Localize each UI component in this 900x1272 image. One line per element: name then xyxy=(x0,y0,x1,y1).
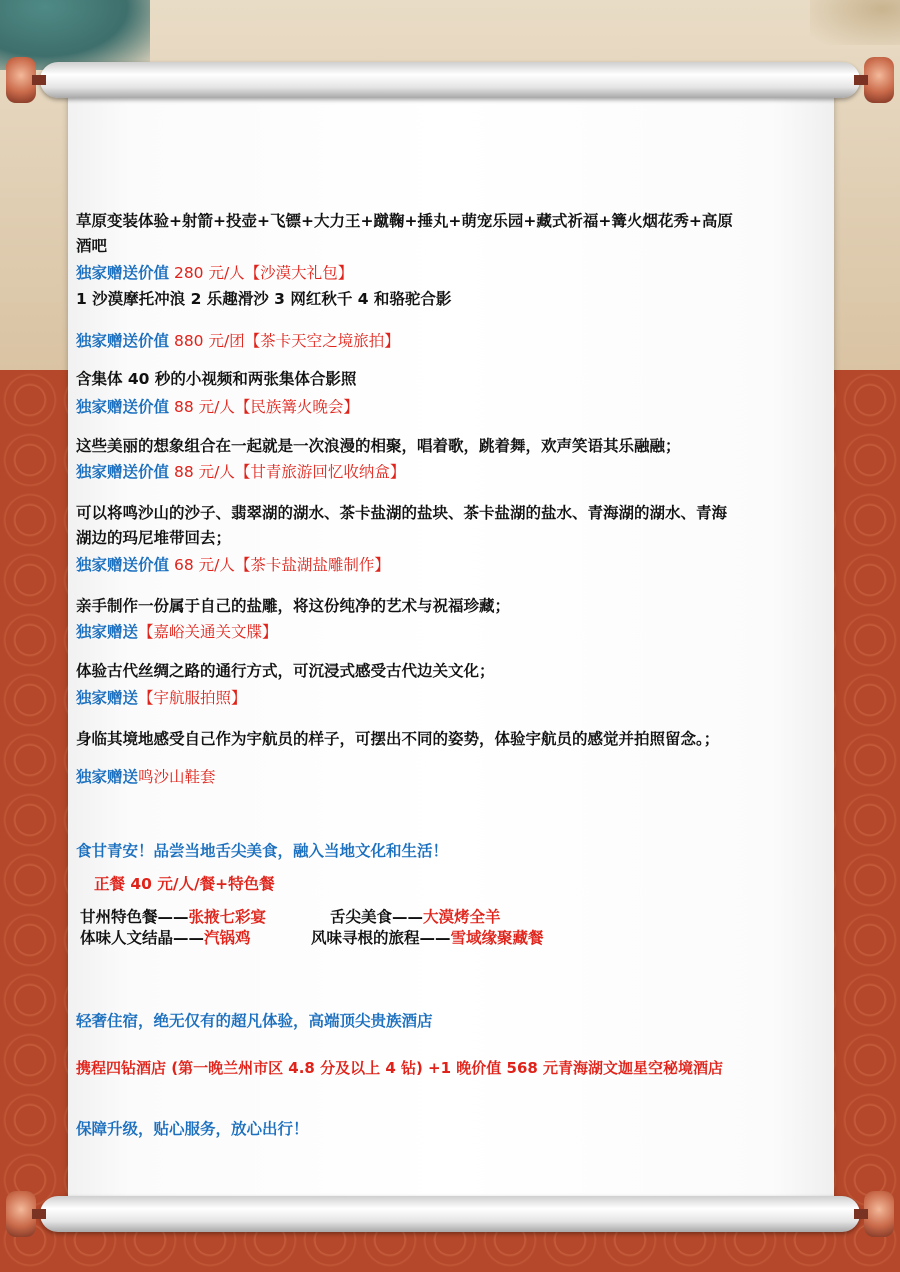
gift-value: 88 元/人【甘青旅游回忆收纳盒】 xyxy=(173,463,406,481)
gift-label: 独家赠送价值 xyxy=(76,332,170,350)
dish-value: 张掖七彩宴 xyxy=(188,908,267,926)
food-row-1-b xyxy=(330,906,501,929)
food-row-2-b xyxy=(311,927,544,950)
gift-label: 独家赠送 xyxy=(76,623,139,641)
dish-label: 舌尖美食—— xyxy=(330,908,424,926)
scroll-rod-top xyxy=(40,62,860,98)
gift-1-desc: 1 沙漠摩托冲浪 2 乐趣滑沙 3 网红秋千 4 和骆驼合影 xyxy=(76,290,452,308)
gift-2-desc: 含集体 40 秒的小视频和两张集体合影照 xyxy=(76,370,357,388)
hotel-detail: 携程四钻酒店 (第一晚兰州市区 4.8 分及以上 4 钻) +1 晚价值 568 元青海湖文迦星空秘境酒店 xyxy=(76,1059,724,1077)
scroll-paper xyxy=(68,92,834,1202)
gift-5-desc: 亲手制作一份属于自己的盐雕，将这份纯净的艺术与祝福珍藏； xyxy=(76,597,511,615)
service-heading: 保障升级，贴心服务，放心出行！ xyxy=(76,1120,309,1138)
food-heading: 食甘青安！品尝当地舌尖美食，融入当地文化和生活！ xyxy=(76,842,449,860)
gift-label: 独家赠送 xyxy=(76,689,139,707)
gift-7 xyxy=(76,687,247,710)
hotel-heading: 轻奢住宿，绝无仅有的超凡体验，高端顶尖贵族酒店 xyxy=(76,1012,433,1030)
activities-line-1: 草原变装体验+射箭+投壶+飞镖+大力王+蹴鞠+捶丸+萌宠乐园+藏式祈福+篝火烟花秀+高原 xyxy=(76,212,733,230)
gift-7-desc: 身临其境地感受自己作为宇航员的样子，可摆出不同的姿势，体验宇航员的感觉并拍照留念。； xyxy=(76,730,720,748)
gift-label: 独家赠送价值 xyxy=(76,463,170,481)
gift-4-desc-1: 可以将鸣沙山的沙子、翡翠湖的湖水、茶卡盐湖的盐块、茶卡盐湖的盐水、青海湖的湖水、青海 xyxy=(76,504,728,522)
meal-standard: 正餐 40 元/人/餐+特色餐 xyxy=(94,875,275,893)
gift-label: 独家赠送 xyxy=(76,768,139,786)
gift-value: 鸣沙山鞋套 xyxy=(138,768,216,786)
dish-value: 汽锅鸡 xyxy=(204,929,251,947)
gift-8 xyxy=(76,766,216,789)
gift-value: 【宇航服拍照】 xyxy=(138,689,247,707)
gift-label: 独家赠送价值 xyxy=(76,398,170,416)
dish-label: 甘州特色餐—— xyxy=(80,908,189,926)
gift-value: 280 元/人【沙漠大礼包】 xyxy=(173,264,354,282)
scroll-finial-icon xyxy=(6,57,36,103)
gift-3 xyxy=(76,396,359,419)
activities-line-2: 酒吧 xyxy=(76,237,108,255)
gift-value: 【嘉峪关通关文牒】 xyxy=(138,623,278,641)
gift-value: 88 元/人【民族篝火晚会】 xyxy=(173,398,359,416)
gift-2 xyxy=(76,330,400,353)
gift-3-desc: 这些美丽的想象组合在一起就是一次浪漫的相聚，唱着歌，跳着舞，欢声笑语其乐融融； xyxy=(76,437,681,455)
gift-4 xyxy=(76,461,405,484)
gift-4-desc-2: 湖边的玛尼堆带回去； xyxy=(76,529,232,547)
gift-6 xyxy=(76,621,278,644)
scroll-rod-bottom xyxy=(40,1196,860,1232)
dish-label: 风味寻根的旅程—— xyxy=(311,929,451,947)
dish-value: 雪域缘聚藏餐 xyxy=(450,929,544,947)
gift-value: 880 元/团【茶卡天空之境旅拍】 xyxy=(173,332,400,350)
gift-5 xyxy=(76,554,390,577)
food-row-2 xyxy=(80,927,251,950)
scroll-finial-icon xyxy=(864,1191,894,1237)
food-row-1 xyxy=(80,906,266,929)
scroll-finial-icon xyxy=(864,57,894,103)
gift-1 xyxy=(76,262,353,285)
gift-label: 独家赠送价值 xyxy=(76,264,170,282)
gift-value: 68 元/人【茶卡盐湖盐雕制作】 xyxy=(173,556,390,574)
dish-value: 大漠烤全羊 xyxy=(423,908,501,926)
scroll-finial-icon xyxy=(6,1191,36,1237)
gift-6-desc: 体验古代丝绸之路的通行方式，可沉浸式感受古代边关文化； xyxy=(76,662,495,680)
dish-label: 体味人文结晶—— xyxy=(80,929,205,947)
background-texture-corner xyxy=(810,0,900,45)
gift-label: 独家赠送价值 xyxy=(76,556,170,574)
